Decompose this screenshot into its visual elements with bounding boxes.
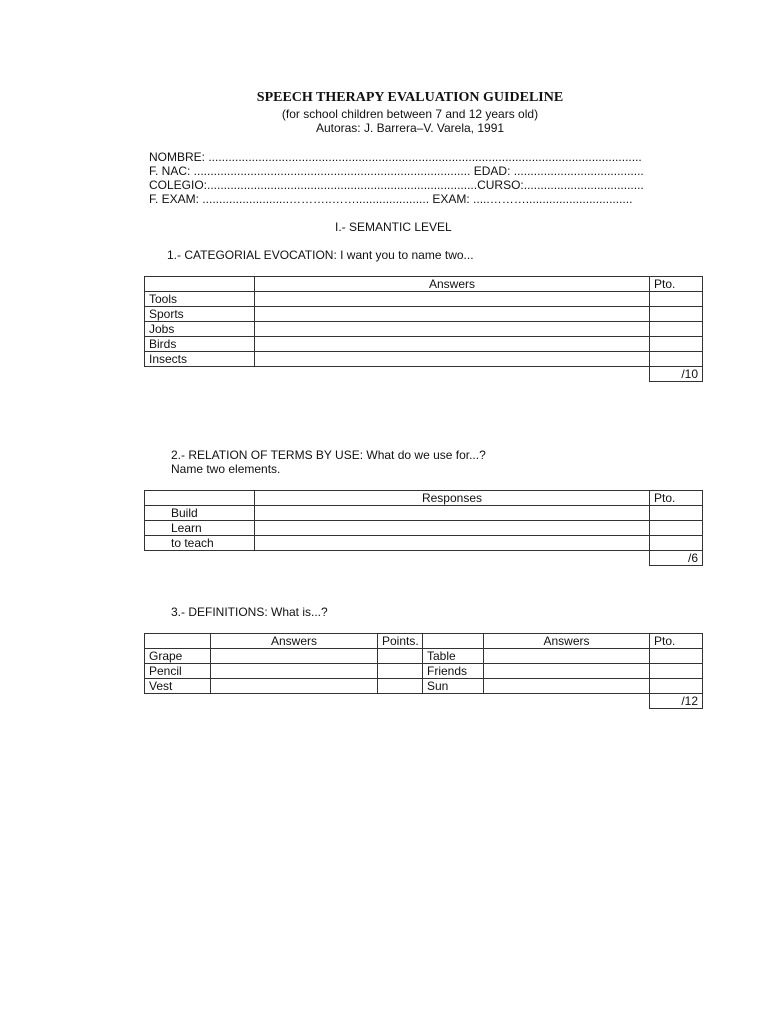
table-cell xyxy=(484,694,650,709)
fnac-edad-field[interactable]: F. NAC: ................................................................................... EDAD: ....................................... xyxy=(149,164,644,178)
page-subtitle: (for school children between 7 and 12 years old) xyxy=(281,107,539,121)
table-row xyxy=(145,352,703,367)
table-row xyxy=(145,649,703,664)
q2-subheading: Name two elements. xyxy=(171,462,281,476)
table-cell xyxy=(145,694,211,709)
total-score: /12 xyxy=(650,694,703,709)
points-cell[interactable] xyxy=(650,536,703,551)
table-row xyxy=(145,292,703,307)
answer-cell[interactable] xyxy=(255,337,650,352)
table-cell xyxy=(211,694,378,709)
table-row xyxy=(145,536,703,551)
row-label: Grape xyxy=(145,649,211,664)
q2-heading: 2.- RELATION OF TERMS BY USE: What do we use for...? xyxy=(171,448,486,462)
table-cell xyxy=(145,634,211,649)
row-label: Sports xyxy=(145,307,255,322)
points-cell[interactable] xyxy=(650,307,703,322)
table-cell xyxy=(378,694,423,709)
row-label: Vest xyxy=(145,679,211,694)
row-label: Insects xyxy=(145,352,255,367)
points-cell[interactable] xyxy=(650,649,703,664)
points-cell[interactable] xyxy=(378,664,423,679)
table-row xyxy=(145,521,703,536)
nombre-field[interactable]: NOMBRE: .................................................................................................................................. xyxy=(149,150,642,164)
row-label: Birds xyxy=(145,337,255,352)
table-row xyxy=(145,337,703,352)
total-score: /6 xyxy=(650,551,703,566)
table-cell xyxy=(145,551,255,566)
row-label: Learn xyxy=(145,521,255,536)
points-cell[interactable] xyxy=(378,649,423,664)
table-cell xyxy=(255,551,650,566)
points-cell[interactable] xyxy=(650,292,703,307)
column-header-pto: Pto. xyxy=(650,491,703,506)
table-row xyxy=(145,664,703,679)
row-label: Jobs xyxy=(145,322,255,337)
q2-table xyxy=(144,490,703,566)
q3-table xyxy=(144,633,703,709)
column-header-pto: Pto. xyxy=(650,277,703,292)
answer-cell[interactable] xyxy=(484,664,650,679)
answer-cell[interactable] xyxy=(255,506,650,521)
column-header-points: Points. xyxy=(378,634,423,649)
authors-line: Autoras: J. Barrera–V. Varela, 1991 xyxy=(315,121,505,135)
points-cell[interactable] xyxy=(650,521,703,536)
section-title: I.- SEMANTIC LEVEL xyxy=(335,220,452,234)
row-label: Pencil xyxy=(145,664,211,679)
table-cell xyxy=(255,367,650,382)
total-row xyxy=(145,694,703,709)
column-header-answers: Answers xyxy=(255,277,650,292)
points-cell[interactable] xyxy=(650,664,703,679)
total-score: /10 xyxy=(650,367,703,382)
row-label: Table xyxy=(423,649,484,664)
answer-cell[interactable] xyxy=(484,649,650,664)
table-row xyxy=(145,322,703,337)
fexam-exam-field[interactable]: F. EXAM: ..........................………..……...................... EXAM: .....………................................ xyxy=(149,192,633,206)
row-label: to teach xyxy=(145,536,255,551)
row-label: Sun xyxy=(423,679,484,694)
colegio-curso-field[interactable]: COLEGIO:.................................................................................CURSO:.................................... xyxy=(149,178,644,192)
answer-cell[interactable] xyxy=(211,649,378,664)
points-cell[interactable] xyxy=(650,679,703,694)
table-cell xyxy=(423,694,484,709)
q1-heading: 1.- CATEGORIAL EVOCATION: I want you to name two... xyxy=(167,248,474,262)
answer-cell[interactable] xyxy=(255,521,650,536)
column-header-pto: Pto. xyxy=(650,634,703,649)
table-cell xyxy=(423,634,484,649)
table-cell xyxy=(145,491,255,506)
row-label: Friends xyxy=(423,664,484,679)
column-header-answers-left: Answers xyxy=(211,634,378,649)
column-header-responses: Responses xyxy=(255,491,650,506)
table-header-row xyxy=(145,491,703,506)
points-cell[interactable] xyxy=(650,506,703,521)
answer-cell[interactable] xyxy=(211,679,378,694)
answer-cell[interactable] xyxy=(255,292,650,307)
points-cell[interactable] xyxy=(650,352,703,367)
table-row xyxy=(145,307,703,322)
answer-cell[interactable] xyxy=(255,352,650,367)
table-header-row xyxy=(145,634,703,649)
column-header-answers-right: Answers xyxy=(484,634,650,649)
total-row xyxy=(145,551,703,566)
q1-table xyxy=(144,276,703,382)
answer-cell[interactable] xyxy=(255,322,650,337)
answer-cell[interactable] xyxy=(255,536,650,551)
q3-heading: 3.- DEFINITIONS: What is...? xyxy=(171,605,328,619)
answer-cell[interactable] xyxy=(484,679,650,694)
row-label: Tools xyxy=(145,292,255,307)
page-title: SPEECH THERAPY EVALUATION GUIDELINE xyxy=(256,90,564,105)
table-cell xyxy=(145,367,255,382)
table-row xyxy=(145,506,703,521)
points-cell[interactable] xyxy=(378,679,423,694)
points-cell[interactable] xyxy=(650,337,703,352)
points-cell[interactable] xyxy=(650,322,703,337)
answer-cell[interactable] xyxy=(211,664,378,679)
answer-cell[interactable] xyxy=(255,307,650,322)
table-header-row xyxy=(145,277,703,292)
table-cell xyxy=(145,277,255,292)
total-row xyxy=(145,367,703,382)
table-row xyxy=(145,679,703,694)
row-label: Build xyxy=(145,506,255,521)
